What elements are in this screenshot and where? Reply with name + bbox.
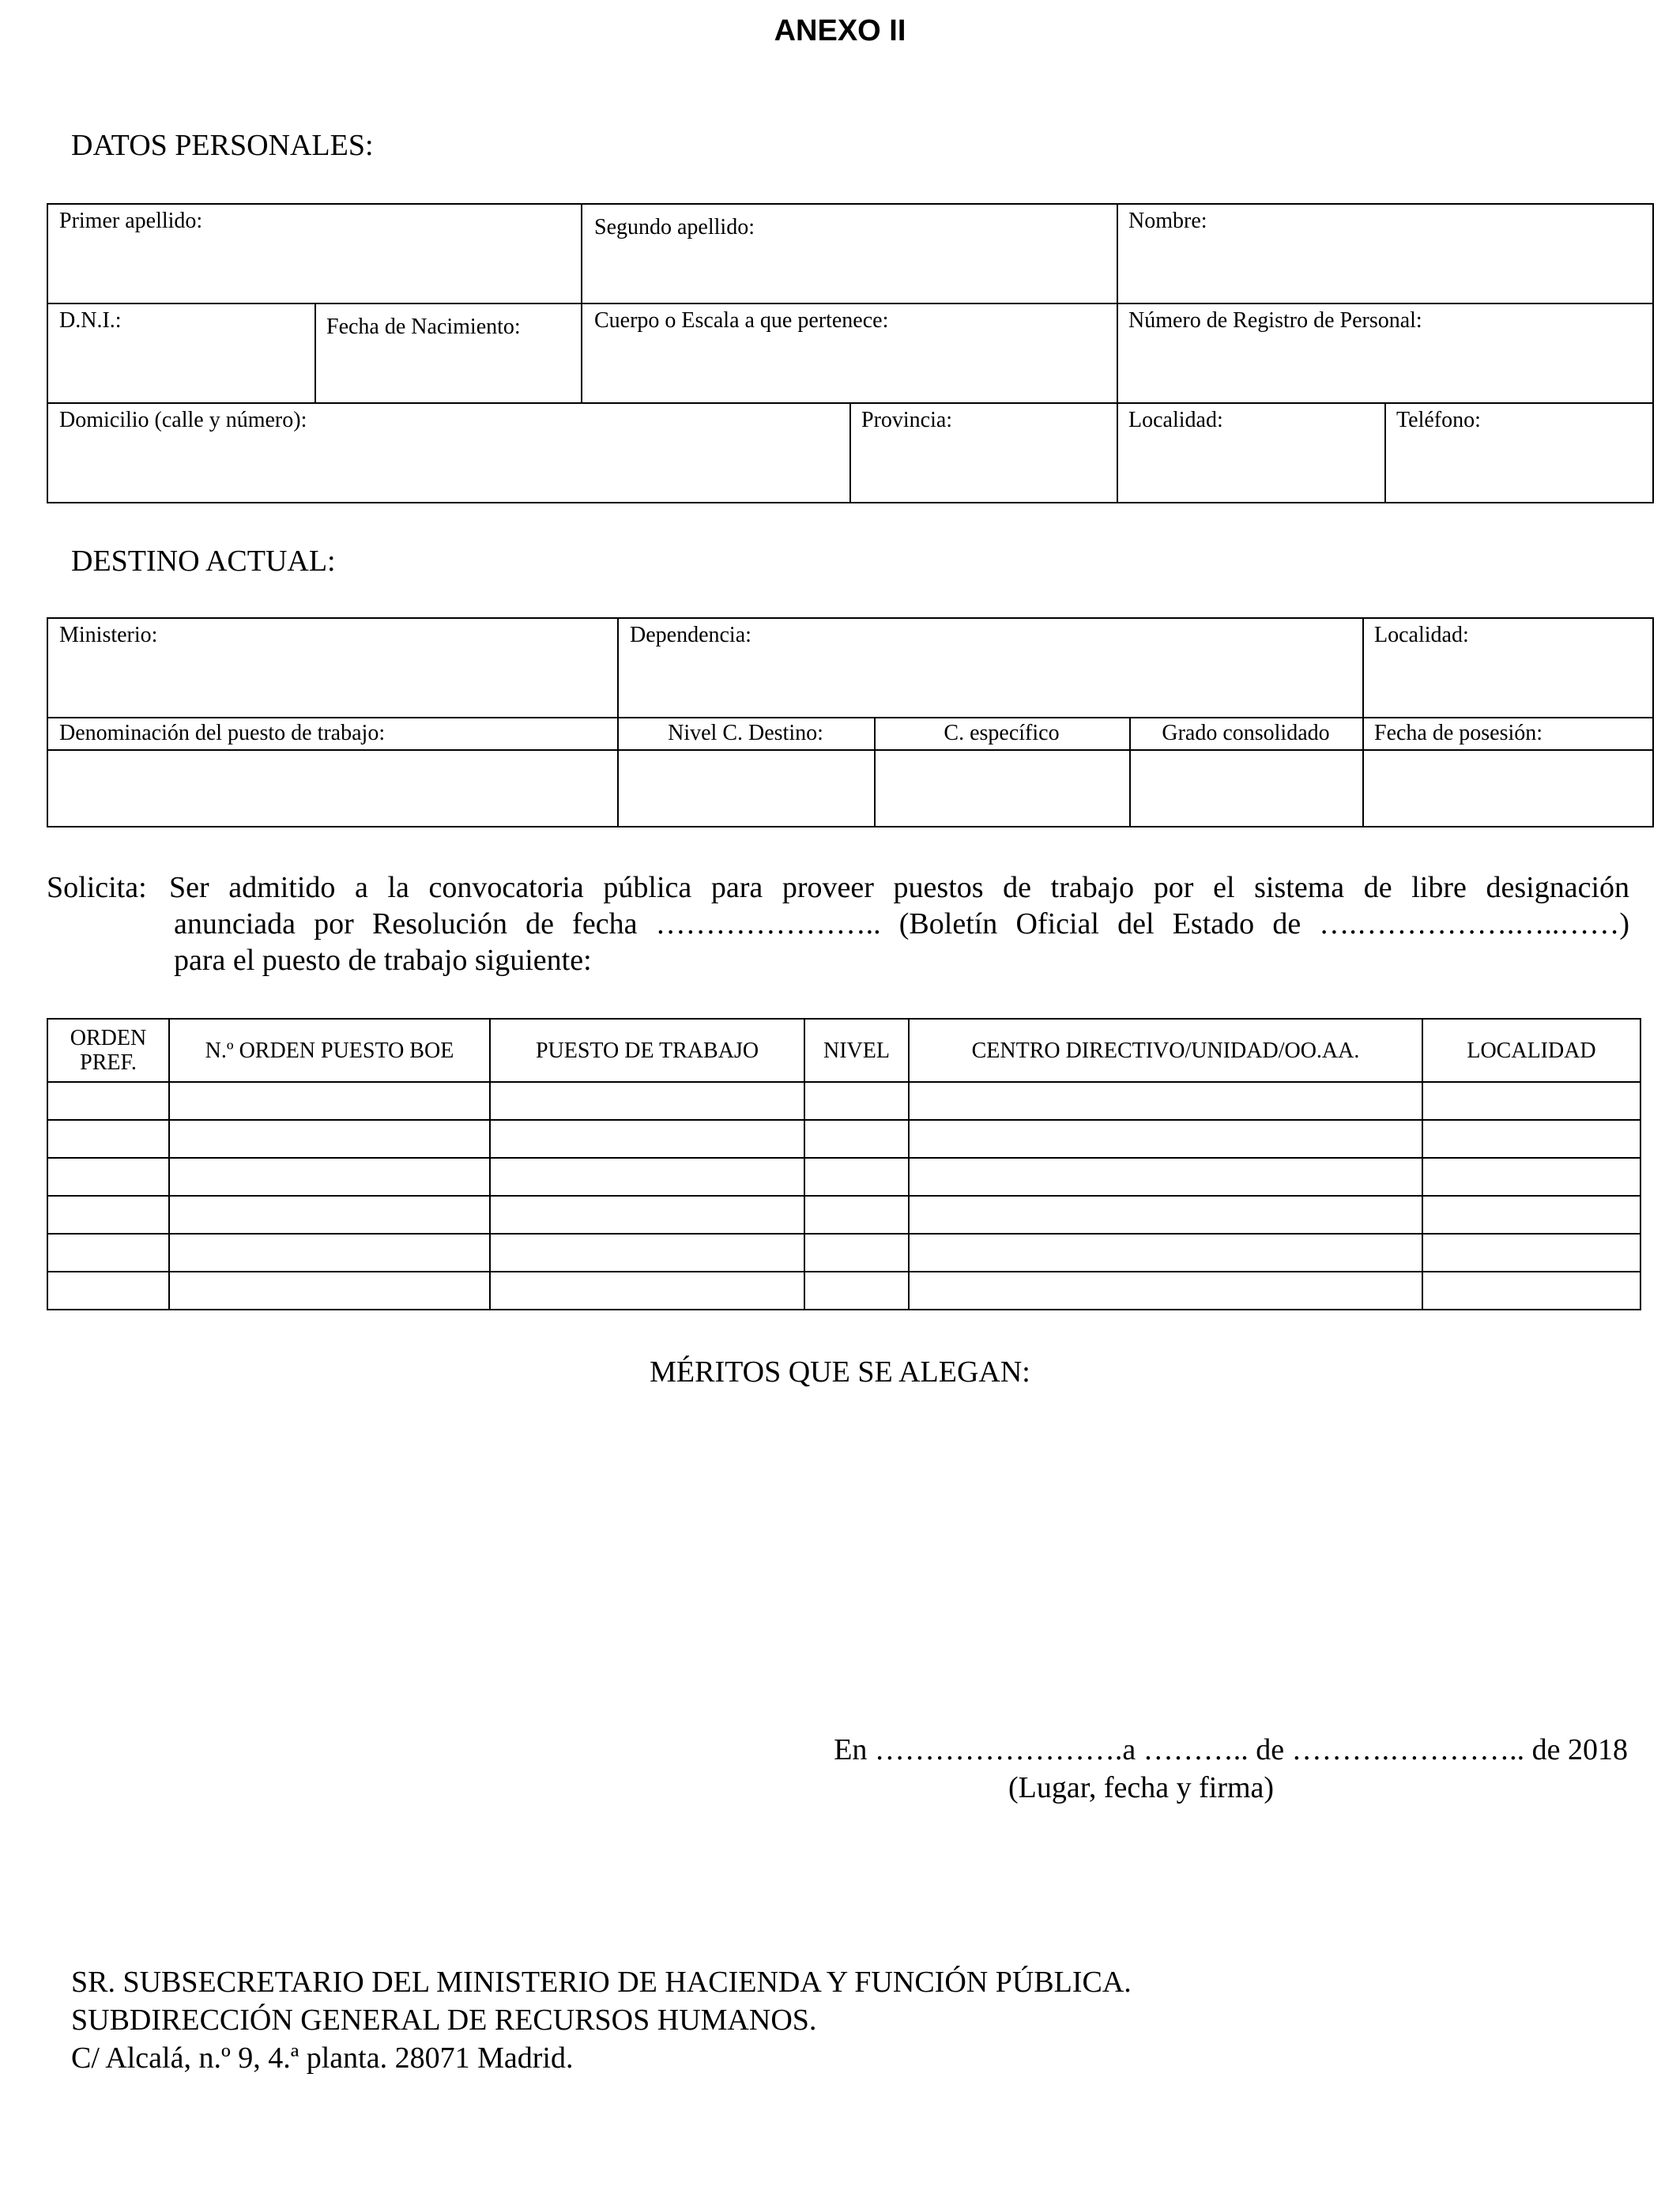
table-cell[interactable] <box>490 1120 804 1158</box>
table-cell[interactable] <box>169 1234 490 1272</box>
address-line-1: SR. SUBSECRETARIO DEL MINISTERIO DE HACIENDA Y FUNCIÓN PÚBLICA. <box>71 1966 1132 1999</box>
table-cell[interactable] <box>804 1272 909 1310</box>
table-header-row <box>47 1019 1640 1082</box>
document-title: ANEXO II <box>774 14 906 47</box>
solicita-line-2: anunciada por Resolución de fecha ………………….. (Boletín Oficial del Estado de ….…………….…..……) <box>174 907 1629 941</box>
fecha-posesion-input[interactable] <box>1364 751 1652 826</box>
denominacion-puesto-input[interactable] <box>48 751 616 826</box>
table-cell[interactable] <box>47 1120 169 1158</box>
grid-line <box>315 303 316 402</box>
table-cell[interactable] <box>169 1272 490 1310</box>
table-cell[interactable] <box>47 1158 169 1196</box>
table-cell[interactable] <box>804 1234 909 1272</box>
segundo-apellido-field[interactable]: Segundo apellido: <box>594 215 755 239</box>
table-cell[interactable] <box>490 1158 804 1196</box>
table-body <box>47 1082 1640 1310</box>
table-cell[interactable] <box>47 1234 169 1272</box>
col-localidad: LOCALIDAD <box>1422 1019 1640 1082</box>
table-cell[interactable] <box>47 1196 169 1234</box>
fecha-posesion-label: Fecha de posesión: <box>1374 721 1543 745</box>
registro-personal-field[interactable]: Número de Registro de Personal: <box>1128 308 1422 333</box>
address-line-3: C/ Alcalá, n.º 9, 4.ª planta. 28071 Madrid. <box>71 2041 574 2075</box>
table-cell[interactable] <box>909 1120 1422 1158</box>
table-cell[interactable] <box>169 1196 490 1234</box>
table-cell[interactable] <box>47 1082 169 1120</box>
signature-line: En …………………….a ……….. de ……….………….. de 2018 <box>834 1733 1628 1766</box>
address-line-2: SUBDIRECCIÓN GENERAL DE RECURSOS HUMANOS. <box>71 2004 817 2037</box>
signature-label: (Lugar, fecha y firma) <box>1008 1771 1275 1804</box>
grid-line <box>1117 203 1118 503</box>
primer-apellido-field[interactable]: Primer apellido: <box>59 209 203 233</box>
table-cell[interactable] <box>804 1082 909 1120</box>
ministerio-field[interactable]: Ministerio: <box>59 623 158 647</box>
nivel-c-destino-label: Nivel C. Destino: <box>668 721 823 745</box>
table-cell[interactable] <box>169 1158 490 1196</box>
table-row <box>47 1234 1640 1272</box>
col-centro-directivo: CENTRO DIRECTIVO/UNIDAD/OO.AA. <box>909 1019 1422 1082</box>
table-cell[interactable] <box>169 1120 490 1158</box>
table-cell[interactable] <box>804 1120 909 1158</box>
table-row <box>47 1196 1640 1234</box>
table-cell[interactable] <box>804 1196 909 1234</box>
table-cell[interactable] <box>47 1272 169 1310</box>
grid-line <box>849 402 851 503</box>
table-row <box>47 1158 1640 1196</box>
grid-line <box>47 303 1654 304</box>
table-row <box>47 1082 1640 1120</box>
grado-consolidado-input[interactable] <box>1131 751 1361 826</box>
table-cell[interactable] <box>909 1196 1422 1234</box>
table-cell[interactable] <box>804 1158 909 1196</box>
fecha-nacimiento-field[interactable]: Fecha de Nacimiento: <box>326 315 521 339</box>
table-cell[interactable] <box>1422 1196 1640 1234</box>
cuerpo-escala-field[interactable]: Cuerpo o Escala a que pertenece: <box>594 308 889 333</box>
table-cell[interactable] <box>490 1272 804 1310</box>
col-orden-pref: ORDEN PREF. <box>47 1019 169 1082</box>
table-cell[interactable] <box>490 1082 804 1120</box>
localidad-field[interactable]: Localidad: <box>1128 408 1223 432</box>
c-especifico-label: C. específico <box>944 721 1060 745</box>
provincia-field[interactable]: Provincia: <box>861 408 953 432</box>
table-cell[interactable] <box>1422 1272 1640 1310</box>
nombre-field[interactable]: Nombre: <box>1128 209 1207 233</box>
telefono-field[interactable]: Teléfono: <box>1396 408 1481 432</box>
grado-consolidado-label: Grado consolidado <box>1162 721 1330 745</box>
table-cell[interactable] <box>490 1234 804 1272</box>
table-cell[interactable] <box>1422 1120 1640 1158</box>
solicita-label: Solicita: <box>47 871 147 904</box>
grid-line <box>1384 402 1386 503</box>
c-especifico-input[interactable] <box>876 751 1128 826</box>
denominacion-puesto-label: Denominación del puesto de trabajo: <box>59 721 386 745</box>
dependencia-field[interactable]: Dependencia: <box>630 623 751 647</box>
table-row <box>47 1120 1640 1158</box>
datos-personales-heading: DATOS PERSONALES: <box>71 129 374 162</box>
domicilio-field[interactable]: Domicilio (calle y número): <box>59 408 307 432</box>
col-puesto-trabajo: PUESTO DE TRABAJO <box>490 1019 804 1082</box>
table-cell[interactable] <box>1422 1158 1640 1196</box>
table-row <box>47 1272 1640 1310</box>
table-cell[interactable] <box>909 1272 1422 1310</box>
table-cell[interactable] <box>1422 1234 1640 1272</box>
destino-actual-heading: DESTINO ACTUAL: <box>71 545 336 578</box>
table-cell[interactable] <box>909 1158 1422 1196</box>
preferences-table <box>47 1018 1641 1310</box>
table-cell[interactable] <box>909 1082 1422 1120</box>
meritos-area[interactable] <box>47 1407 1640 1707</box>
nivel-c-destino-input[interactable] <box>619 751 872 826</box>
meritos-heading: MÉRITOS QUE SE ALEGAN: <box>650 1355 1030 1389</box>
grid-line <box>581 203 582 402</box>
solicita-line-3: para el puesto de trabajo siguiente: <box>174 944 592 977</box>
col-orden-puesto-boe: N.º ORDEN PUESTO BOE <box>169 1019 490 1082</box>
col-nivel: NIVEL <box>804 1019 909 1082</box>
table-cell[interactable] <box>909 1234 1422 1272</box>
table-cell[interactable] <box>490 1196 804 1234</box>
table-cell[interactable] <box>169 1082 490 1120</box>
grid-line <box>47 717 1654 718</box>
table-cell[interactable] <box>1422 1082 1640 1120</box>
localidad-destino-field[interactable]: Localidad: <box>1374 623 1469 647</box>
solicita-line-1: Ser admitido a la convocatoria pública para proveer puestos de trabajo por el sistema de libre designación <box>169 871 1629 904</box>
dni-field[interactable]: D.N.I.: <box>59 308 122 333</box>
